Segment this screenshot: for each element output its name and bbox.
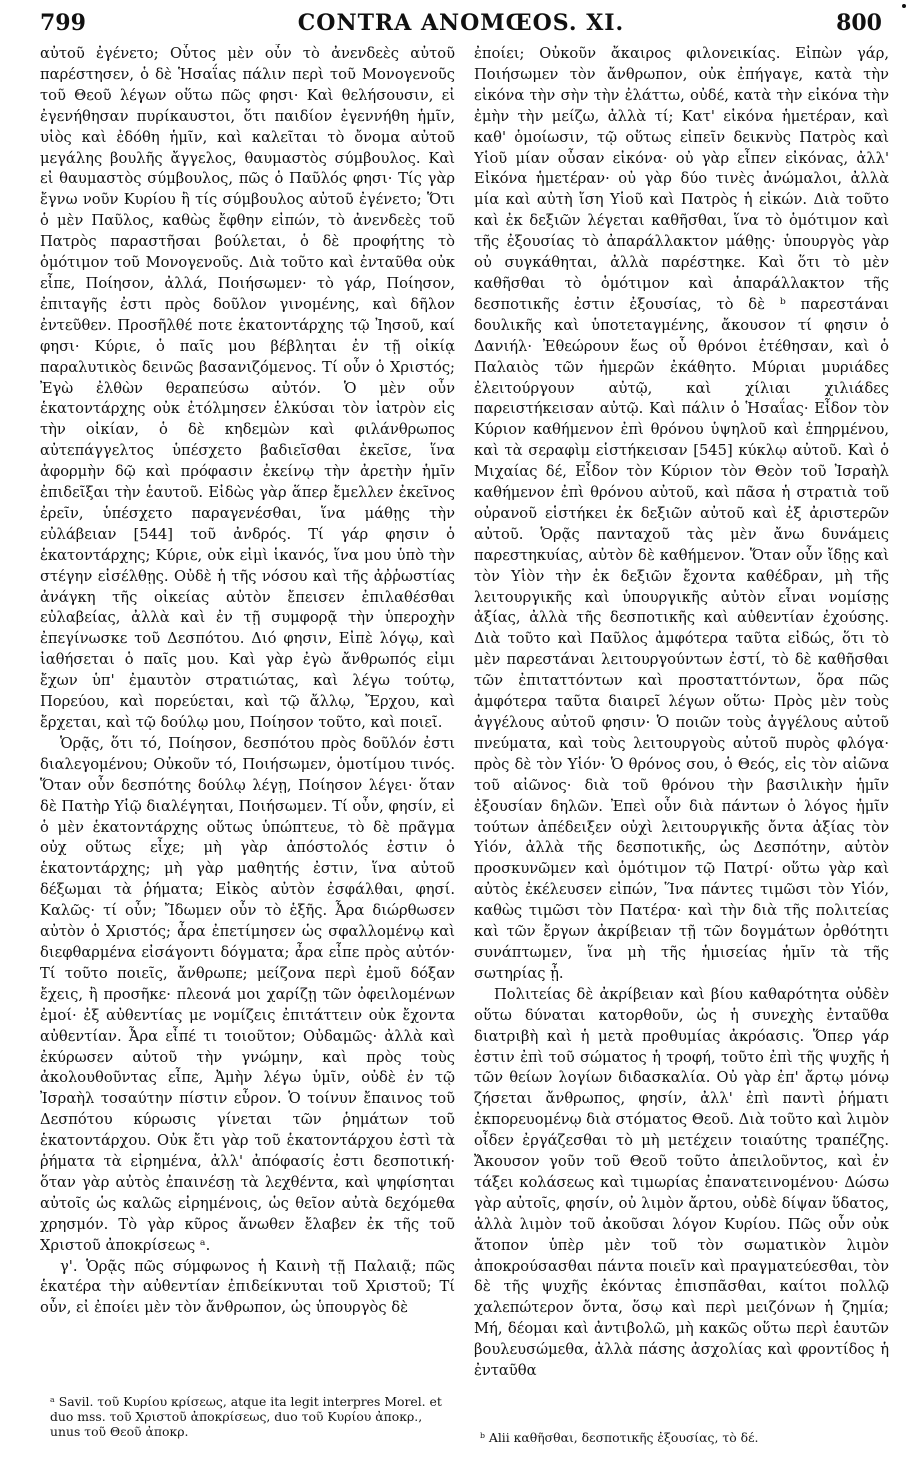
paragraph: Πολιτείας δὲ ἀκρίβειαν καὶ βίου καθαρότητα οὐδὲν οὕτω δύναται κατορθοῦν, ὡς ἡ συνεχὴς ἐνταῦθα διατριβὴ καὶ ἡ μετὰ προθυμίας ἀκρόασις. Ὅπερ γάρ ἐστιν ἐπὶ τοῦ σώματος ἡ τροφή, τοῦτο ἐπὶ τῆς ψυχῆς ἡ τῶν θείων λογίων διδασκαλία. Οὐ γὰρ ἐπ' ἄρτῳ μόνῳ ζήσεται ἄνθρωπος, φησίν, ἀλλ' ἐπὶ παντὶ ῥήματι ἐκπορευομένῳ διὰ στόματος Θεοῦ. Διὰ τοῦτο καὶ λιμὸν οἶδεν ἐργάζεσθαι τὸ μὴ μετέχειν τοιαύτης τραπέζης. Ἄκουσον γοῦν τοῦ Θεοῦ τοῦτο ἀπειλοῦντος, καὶ ἐν τάξει κολάσεως καὶ τιμωρίας ἐπανατεινομένου· Δώσω γὰρ αὐτοῖς, φησίν, οὐ λιμὸν ἄρτου, οὐδὲ δίψαν ὕδατος, ἀλλὰ λιμὸν τοῦ ἀκοῦσαι λόγον Κυρίου. Πῶς οὖν οὐκ ἄτοπον ὑπὲρ μὲν τοῦ τὸν σωματικὸν λιμὸν ἀποκρούσασθαι πάντα ποιεῖν καὶ πραγματεύεσθαι, τὸν δὲ τῆς ψυχῆς ἐκόντας ἐπισπᾶσθαι, καίτοι πολλῷ χαλεπώτερον ὄντα, ὅσῳ καὶ περὶ μειζόνων ἡ ζημία; Μή, δέομαι καὶ ἀντιβολῶ, μὴ κακῶς οὕτω περὶ ἑαυτῶν βουλευσώμεθα, ἀλλὰ πάσης ἀσχολίας καὶ φροντίδος ἡ ἐνταῦθα [474,985,889,1380]
footnote-left: ᵃ Savil. τοῦ Κυρίου κρίσεως, atque ita legit interpres Morel. et duo mss. τοῦ Χριστοῦ ἀποκρίσεως, duo τοῦ Κυρίου ἀποκρ., unus τοῦ Θεοῦ ἀποκρ. [50,1394,442,1439]
running-header [40,8,882,38]
running-title: CONTRA ANOMŒOS. XI. [297,10,625,36]
left-column [40,44,455,1412]
paragraph: Ὁρᾷς, ὅτι τό, Ποίησον, δεσπότου πρὸς δοῦλόν ἐστι διαλεγομένου; Οὐκοῦν τό, Ποιήσωμεν, ὁμοτίμου τινός. Ὅταν οὖν δεσπότης δούλῳ λέγῃ, Ποίησον λέγει· ὅταν δὲ Πατὴρ Υἱῷ διαλέγηται, Ποιήσωμεν. Τί οὖν, φησίν, εἰ ὁ μὲν ἑκατοντάρχης οὕτως ὑπώπτευε, τὸ δὲ πρᾶγμα οὐχ οὕτως εἶχε; μὴ γὰρ ἀπόστολός ἐστιν ὁ ἑκατοντάρχης; μὴ γὰρ μαθητής ἐστιν, ἵνα αὐτοῦ δέξωμαι τὰ ῥήματα; Εἰκὸς αὐτὸν ἐσφάλθαι, φησί. Καλῶς· τί οὖν; Ἴδωμεν οὖν τὸ ἑξῆς. Ἆρα διώρθωσεν αὐτὸν ὁ Χριστός; ἆρα ἐπετίμησεν ὡς σφαλλομένῳ καὶ διεφθαρμένα εἰσάγοντι δόγματα; ἆρα εἶπε πρὸς αὐτόν· Τί τοῦτο ποιεῖς, ἄνθρωπε; μείζονα περὶ ἐμοῦ δόξαν ἔχεις, ἢ προσῆκε· πλεονά μοι χαρίζῃ τῶν ὀφειλομένων ἐμοί· ἐξ αὐθεντίας με νομίζεις ἐπιτάττειν οὐκ ἔχοντα αὐθεντίαν. Ἆρα εἶπέ τι τοιοῦτον; Οὐδαμῶς· ἀλλὰ καὶ ἐκύρωσεν αὐτοῦ τὴν γνώμην, καὶ πρὸς τοὺς ἀκολουθοῦντας εἶπε, Ἀμὴν λέγω ὑμῖν, οὐδὲ ἐν τῷ Ἰσραὴλ τοσαύτην πίστιν εὗρον. Ὁ τοίνυν ἔπαινος τοῦ Δεσπότου κύρωσις γίνεται τῶν ῥημάτων τοῦ ἑκατοντάρχου. Οὐκ ἔτι γὰρ τοῦ ἑκατοντάρχου ἐστὶ τὰ ῥήματα τὰ εἰρημένα, ἀλλ' ἀπόφασίς ἐστι δεσποτική· ὅταν γὰρ αὐτὸς ἐπαινέσῃ τὰ λεχθέντα, καὶ ψηφίσηται αὐτοῖς ὡς καλῶς εἰρημένοις, ὡς θεῖον αὐτὰ δεχόμεθα χρησμόν. Τὸ γὰρ κῦρος ἄνωθεν ἔλαβεν ἐκ τῆς τοῦ Χριστοῦ ἀποκρίσεως ᵃ. [40,734,455,1254]
print-speck [902,4,906,8]
footnote-right: ᵇ Alii καθῆσθαι, δεσποτικῆς ἐξουσίας, τὸ δέ. [480,1430,759,1445]
page-number-left: 799 [40,10,86,36]
paragraph: γ'. Ὁρᾷς πῶς σύμφωνος ἡ Καινὴ τῇ Παλαιᾷ; πῶς ἑκατέρα τὴν αὐθεντίαν ἐπιδείκνυται τοῦ Χριστοῦ; Τί οὖν, εἰ ἐποίει μὲν τὸν ἄνθρωπον, ὡς ὑπουργὸς δὲ [40,1257,455,1317]
paragraph: ἐποίει; Οὐκοῦν ἄκαιρος φιλονεικίας. Εἰπὼν γάρ, Ποιήσωμεν τὸν ἄνθρωπον, οὐκ ἐπήγαγε, κατὰ τὴν εἰκόνα τὴν σὴν τὴν ἐλάττω, οὐδέ, κατὰ τὴν εἰκόνα τὴν ἐμὴν τὴν μείζω, ἀλλὰ τί; Κατ' εἰκόνα ἡμετέραν, καὶ καθ' ὁμοίωσιν, τῷ οὕτως εἰπεῖν δεικνὺς Πατρὸς καὶ Υἱοῦ μίαν οὖσαν εἰκόνα· οὐ γὰρ εἶπεν εἰκόνας, ἀλλ' Εἰκόνα ἡμετέραν· οὐ γὰρ δύο τινὲς ἀνώμαλοι, ἀλλὰ μία καὶ αὐτὴ ἴση Υἱοῦ καὶ Πατρὸς ἡ εἰκών. Διὰ τοῦτο καὶ ἐκ δεξιῶν λέγεται καθῆσθαι, ἵνα τὸ ὁμότιμον καὶ τῆς ἐξουσίας τὸ ἀπαράλλακτον μάθῃς· ὑπουργὸς γὰρ οὐ συγκάθηται, ἀλλὰ παρέστηκε. Καὶ ὅτι τὸ μὲν καθῆσθαι τὸ ὁμότιμον καὶ ἀπαράλλακτον τῆς δεσποτικῆς ἐστιν ἐξουσίας, τὸ δὲ ᵇ παρεστάναι δουλικῆς καὶ ὑποτεταγμένης, ἄκουσον τί φησιν ὁ Δανιήλ· Ἐθεώρουν ἕως οὗ θρόνοι ἐτέθησαν, καὶ ὁ Παλαιὸς τῶν ἡμερῶν ἐκάθητο. Μύριαι μυριάδες ἐλειτούργουν αὐτῷ, καὶ χίλιαι χιλιάδες παρειστήκεισαν αὐτῷ. Καὶ πάλιν ὁ Ἡσαΐας· Εἶδον τὸν Κύριον καθήμενον ἐπὶ θρόνου ὑψηλοῦ καὶ ἐπηρμένου, καὶ τὰ σεραφὶμ εἱστήκεισαν [545] κύκλῳ αὐτοῦ. Καὶ ὁ Μιχαίας δέ, Εἶδον τὸν Κύριον τὸν Θεὸν τοῦ Ἰσραὴλ καθήμενον ἐπὶ θρόνου αὐτοῦ, καὶ πᾶσα ἡ στρατιὰ τοῦ οὐρανοῦ εἱστήκει ἐκ δεξιῶν αὐτοῦ καὶ ἐξ ἀριστερῶν αὐτοῦ. Ὁρᾷς πανταχοῦ τὰς μὲν ἄνω δυνάμεις παρεστηκυίας, αὐτὸν δὲ καθήμενον. Ὅταν οὖν ἴδῃς καὶ τὸν Υἱὸν τὴν ἐκ δεξιῶν ἔχοντα καθέδραν, μὴ τῆς λειτουργικῆς καὶ ὑπουργικῆς αὐτὸν εἶναι νομίσῃς ἀξίας, ἀλλὰ τῆς δεσποτικῆς καὶ αὐθεντίαν ἐχούσης. Διὰ τοῦτο καὶ Παῦλος ἀμφότερα ταῦτα εἰδώς, ὅτι τὸ μὲν παρεστάναι λειτουργούντων ἐστί, τὸ δὲ καθῆσθαι τῶν ἐπιταττόντων καὶ προσταττόντων, ὅρα πῶς ἀμφότερα ταῦτα διαιρεῖ λέγων οὕτω· Πρὸς μὲν τοὺς ἀγγέλους αὐτοῦ φησιν· Ὁ ποιῶν τοὺς ἀγγέλους αὐτοῦ πνεύματα, καὶ τοὺς λειτουργοὺς αὐτοῦ πυρὸς φλόγα· πρὸς δὲ τὸν Υἱόν· Ὁ θρόνος σου, ὁ Θεός, εἰς τὸν αἰῶνα τοῦ αἰῶνος· διὰ τοῦ θρόνου τὴν βασιλικὴν ἡμῖν ἐξουσίαν δηλῶν. Ἐπεὶ οὖν διὰ πάντων ὁ λόγος ἡμῖν τούτων ἀπέδειξεν οὐχὶ λειτουργικῆς ὄντα ἀξίας τὸν Υἱόν, ἀλλὰ τῆς δεσποτικῆς, ὡς Δεσπότην, αὐτὸν προσκυνῶμεν καὶ ὁμότιμον τῷ Πατρί· οὕτω γὰρ καὶ αὐτὸς ἐκέλευσεν εἰπών, Ἵνα πάντες τιμῶσι τὸν Υἱόν, καθὼς τιμῶσι τὸν Πατέρα· καὶ τὴν διὰ τῆς πολιτείας καὶ τῶν ἔργων ἀκρίβειαν τῇ τῶν δογμάτων ὀρθότητι συνάπτωμεν, ἵνα μὴ τῆς ἡμισείας ἡμῖν τὰ τῆς σωτηρίας ᾖ. [474,45,889,982]
page-number-right: 800 [836,10,882,36]
right-column [474,44,889,1412]
paragraph: αὐτοῦ ἐγένετο; Οὗτος μὲν οὖν τὸ ἀνενδεὲς αὐτοῦ παρέστησεν, ὁ δὲ Ἡσαΐας πάλιν περὶ τοῦ Μονογενοῦς τοῦ Θεοῦ λέγων οὕτω πῶς φησι· Καὶ θελήσουσιν, εἰ ἐγενήθησαν πυρίκαυστοι, ὅτι παιδίον ἐγεννήθη ἡμῖν, υἱὸς καὶ ἐδόθη ἡμῖν, καὶ καλεῖται τὸ ὄνομα αὐτοῦ μεγάλης βουλῆς ἄγγελος, θαυμαστὸς σύμβουλος. Καὶ εἰ θαυμαστὸς σύμβουλος, πῶς ὁ Παῦλός φησι· Τίς γὰρ ἔγνω νοῦν Κυρίου ἢ τίς σύμβουλος αὐτοῦ ἐγένετο; Ὅτι ὁ μὲν Παῦλος, καθὼς ἔφθην εἰπών, τὸ ἀνενδεὲς τοῦ Πατρὸς παραστῆσαι βούλεται, ὁ δὲ προφήτης τὸ ὁμότιμον τοῦ Μονογενοῦς. Διὰ τοῦτο καὶ ἐνταῦθα οὐκ εἶπε, Ποίησον, ἀλλά, Ποιήσωμεν· τὸ γάρ, Ποίησον, ἐπιταγῆς ἐστι πρὸς δοῦλον γινομένης, καὶ δῆλον ἐντεῦθεν. Προσῆλθέ ποτε ἑκατοντάρχης τῷ Ἰησοῦ, καί φησι· Κύριε, ὁ παῖς μου βέβληται ἐν τῇ οἰκίᾳ παραλυτικὸς δεινῶς βασανιζόμενος. Τί οὖν ὁ Χριστός; Ἐγὼ ἐλθὼν θεραπεύσω αὐτόν. Ὁ μὲν οὖν ἑκατοντάρχης οὐκ ἐτόλμησεν ἑλκύσαι τὸν ἰατρὸν εἰς τὴν οἰκίαν, ὁ δὲ κηδεμὼν καὶ φιλάνθρωπος αὐτεπάγγελτος ὑπέσχετο βαδιεῖσθαι ἐκεῖσε, ἵνα ἀφορμὴν δῷ καὶ πρόφασιν ἐκείνῳ τὴν ἀρετὴν ἡμῖν ἐπιδεῖξαι τὴν ἑαυτοῦ. Εἰδὼς γὰρ ἅπερ ἔμελλεν ἐκεῖνος ἐρεῖν, ὑπέσχετο παραγενέσθαι, ἵνα μάθῃς τὴν εὐλάβειαν [544] τοῦ ἀνδρός. Τί γάρ φησιν ὁ ἑκατοντάρχης; Κύριε, οὐκ εἰμὶ ἱκανός, ἵνα μου ὑπὸ τὴν στέγην εἰσέλθῃς. Οὐδὲ ἡ τῆς νόσου καὶ τῆς ἀῤῥωστίας ἀνάγκη τῆς οἰκείας αὐτὸν ἔπεισεν ἐπιλαθέσθαι εὐλαβείας, ἀλλὰ καὶ ἐν τῇ συμφορᾷ τὴν ὑπεροχὴν ἐπεγίνωσκε τοῦ Δεσπότου. Διό φησιν, Εἰπὲ λόγῳ, καὶ ἰαθήσεται ὁ παῖς μου. Καὶ γὰρ ἐγὼ ἄνθρωπός εἰμι ἔχων ὑπ' ἐμαυτὸν στρατιώτας, καὶ λέγω τούτῳ, Πορεύου, καὶ πορεύεται, καὶ τῷ ἄλλῳ, Ἔρχου, καὶ ἔρχεται, καὶ τῷ δούλῳ μου, Ποίησον τοῦτο, καὶ ποιεῖ. [40,45,455,731]
